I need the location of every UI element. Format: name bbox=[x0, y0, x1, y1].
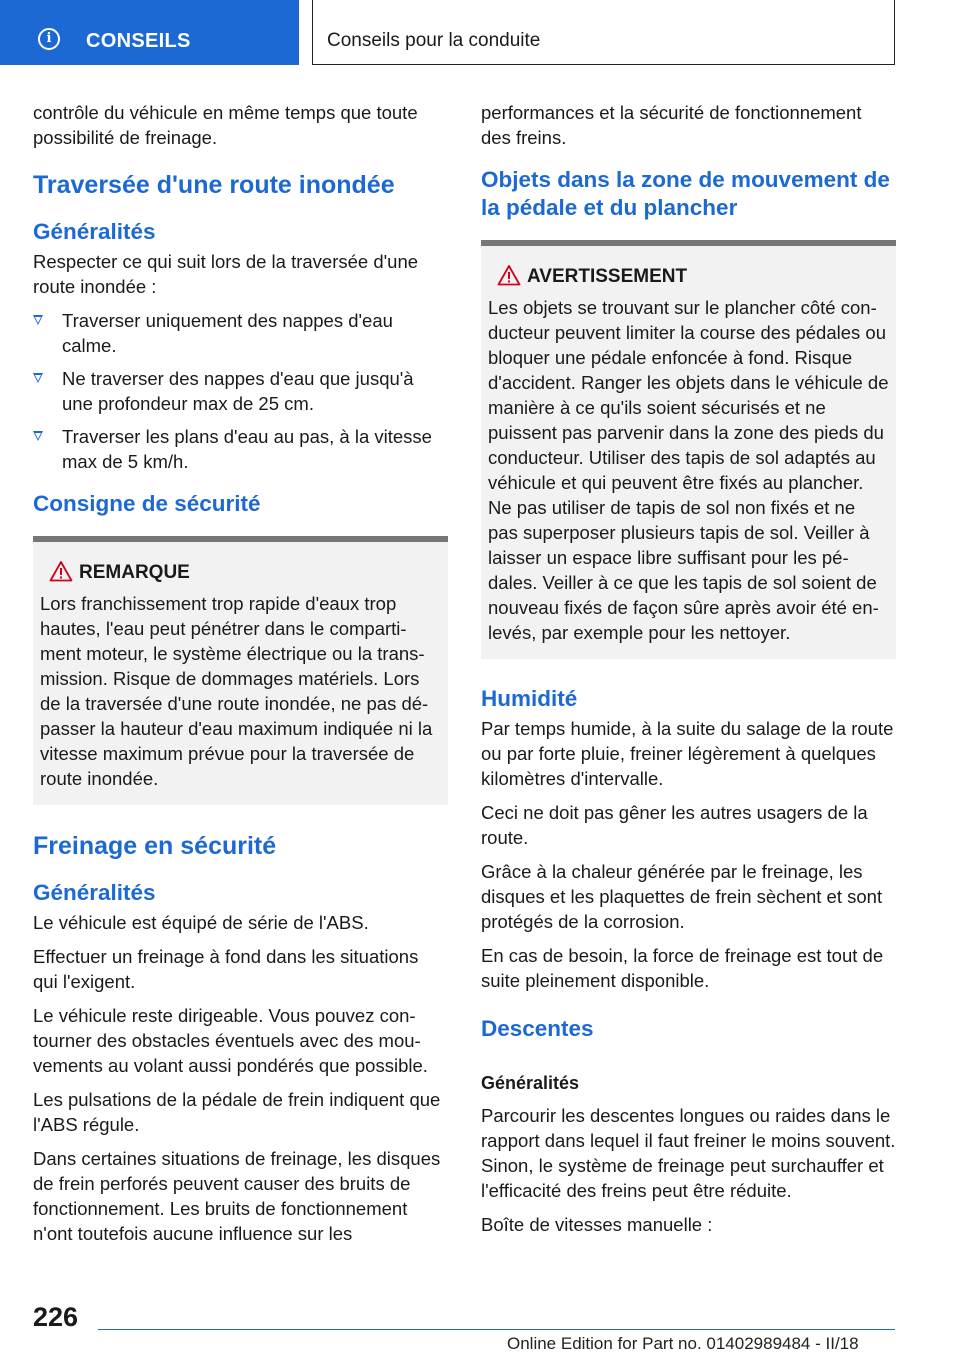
warning-triangle-icon bbox=[497, 264, 521, 286]
remark-box bbox=[33, 536, 448, 805]
warning-title: AVERTISSEMENT bbox=[488, 264, 889, 289]
page-number: 226 bbox=[33, 1302, 79, 1332]
info-icon: i bbox=[38, 28, 60, 50]
paragraph: Le véhicule est équipé de série de l'ABS. bbox=[33, 912, 369, 933]
subheading-objects: Objets dans la zone de mouvement de la pédale et du plancher bbox=[481, 167, 890, 220]
subheading-descents: Descentes bbox=[481, 1016, 594, 1041]
paragraph: Par temps humide, à la suite du salage de la route ou par forte pluie, freiner légèrement à quelques kilomètres d'intervalle. bbox=[481, 718, 894, 789]
warning-triangle-icon bbox=[49, 560, 73, 582]
bullet-triangle-icon bbox=[33, 431, 43, 441]
right-column bbox=[481, 100, 896, 1246]
subheading-safety: Consigne de sécurité bbox=[33, 491, 261, 516]
warning-text: Les objets se trouvant sur le plancher côté conducteur peuvent limiter la course des pédales ou bloquer une pédale enfoncée à fond. Risque d'accident. Ranger les objets dans le véhicule de manière à ce qu'ils soient sécurisés et ne puissent pas parvenir dans la zone des pieds du conducteur. Utiliser des tapis de sol adaptés au véhicule et qui peuvent être fixés au plancher. Ne pas utiliser de tapis de sol non fixés et ne pas superposer plusieurs tapis de sol. Veiller à laisser un espace libre suffisant pour les pédales. Veiller à ce que les tapis de sol soient de nouveau fixés de façon sûre après avoir été enlevés, par exemple pour les nettoyer. bbox=[488, 297, 889, 643]
paragraph: Ceci ne doit pas gêner les autres usagers de la route. bbox=[481, 802, 868, 848]
bullet-triangle-icon bbox=[33, 315, 43, 325]
paragraph: Les pulsations de la pédale de frein indiquent que l'ABS régule. bbox=[33, 1089, 441, 1135]
warning-box bbox=[481, 240, 896, 659]
edition-note: Online Edition for Part no. 01402989484 - II/18 bbox=[507, 1334, 859, 1353]
flood-list bbox=[33, 308, 448, 474]
subheading-general-small: Généralités bbox=[481, 1073, 580, 1093]
paragraph: En cas de besoin, la force de freinage est tout de suite pleinement disponible. bbox=[481, 945, 884, 991]
subheading-general: Généralités bbox=[33, 880, 156, 905]
paragraph: Parcourir les descentes longues ou raides dans le rapport dans lequel il faut freiner le moins souvent. Sinon, le système de freinage peut surchauffer et l'efficacité des freins peut être réduite. bbox=[481, 1105, 896, 1201]
remark-text: Lors franchissement trop rapide d'eaux trop hautes, l'eau peut pénétrer dans le compartiment moteur, le système électrique ou la transmission. Risque de dommages matériels. Lors de la traversée d'une route inondée, ne pas dépasser la hauteur d'eau maximum indiquée ni la vitesse maximum prévue pour la traversée de route inondée. bbox=[40, 593, 433, 789]
subheading-general: Généralités bbox=[33, 219, 156, 244]
subheading-humidity: Humidité bbox=[481, 686, 578, 711]
footer-divider bbox=[98, 1329, 895, 1330]
paragraph: Effectuer un freinage à fond dans les situations qui l'exigent. bbox=[33, 946, 419, 992]
list-item: Ne traverser des nappes d'eau que jusqu'à une profondeur max de 25 cm. bbox=[33, 366, 448, 416]
paragraph: performances et la sécurité de fonctionnement des freins. bbox=[481, 102, 862, 148]
left-column bbox=[33, 100, 448, 1255]
paragraph: Grâce à la chaleur générée par le freinage, les disques et les plaquettes de frein sèchent et sont protégés de la corrosion. bbox=[481, 861, 883, 932]
chapter-header bbox=[312, 0, 895, 65]
paragraph: Boîte de vitesses manuelle : bbox=[481, 1214, 713, 1235]
paragraph: Respecter ce qui suit lors de la traversée d'une route inondée : bbox=[33, 251, 419, 297]
list-item: Traverser uniquement des nappes d'eau calme. bbox=[33, 308, 448, 358]
heading-flooded-road: Traversée d'une route inondée bbox=[33, 171, 395, 199]
paragraph: Le véhicule reste dirigeable. Vous pouvez contourner des obstacles éventuels avec des mouvements au volant aussi pondérés que possible. bbox=[33, 1005, 428, 1076]
paragraph: Dans certaines situations de freinage, les disques de frein perforés peuvent causer des bruits de fonctionnement. Les bruits de fonctionnement n'ont toutefois aucune influence sur les bbox=[33, 1148, 441, 1244]
chapter-title: Conseils pour la conduite bbox=[327, 30, 541, 51]
paragraph: contrôle du véhicule en même temps que toute possibilité de freinage. bbox=[33, 102, 418, 148]
heading-safe-braking: Freinage en sécurité bbox=[33, 832, 277, 860]
section-tab bbox=[0, 0, 299, 65]
list-item: Traverser les plans d'eau au pas, à la vitesse max de 5 km/h. bbox=[33, 424, 448, 474]
remark-title: REMARQUE bbox=[40, 560, 441, 585]
section-title: CONSEILS bbox=[86, 30, 191, 52]
bullet-triangle-icon bbox=[33, 373, 43, 383]
